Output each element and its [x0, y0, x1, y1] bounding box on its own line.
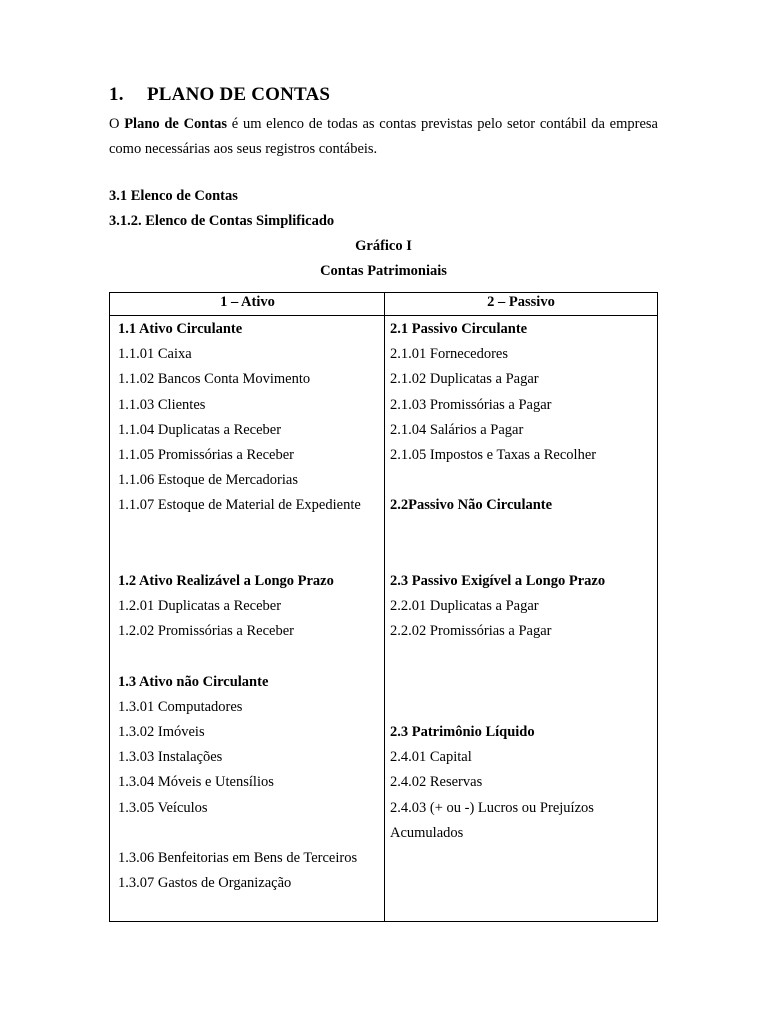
passivo-account: 2.2.02 Promissórias a Pagar: [390, 623, 552, 640]
caption-contas-patrimoniais: Contas Patrimoniais: [320, 263, 447, 279]
passivo-spacer: [390, 644, 652, 669]
passivo-account: 2.4.01 Capital: [390, 749, 472, 766]
subheading-elenco-simplificado: 3.1.2. Elenco de Contas Simplificado: [109, 213, 335, 229]
passivo-account: 2.1.01 Fornecedores: [390, 346, 508, 363]
ativo-group-heading: 1.2 Ativo Realizável a Longo Prazo: [118, 572, 334, 589]
passivo-group-heading: 2.3 Patrimônio Líquido: [390, 724, 535, 740]
passivo-spacer: [390, 695, 652, 720]
ativo-group-heading: 1.3 Ativo não Circulante: [118, 673, 269, 690]
passivo-account: 2.1.03 Promissórias a Pagar: [390, 396, 552, 413]
ativo-account: 1.3.01 Computadores: [118, 698, 243, 715]
passivo-account: 2.4.03 (+ ou -) Lucros ou Prejuízos: [390, 799, 594, 816]
passivo-spacer: [390, 670, 652, 695]
passivo-account: Acumulados: [390, 824, 464, 841]
ativo-account: 1.3.02 Imóveis: [118, 724, 205, 740]
passivo-column: [390, 317, 652, 846]
ativo-account: 1.2.01 Duplicatas a Receber: [118, 598, 282, 615]
passivo-account: 2.2.01 Duplicatas a Pagar: [390, 598, 539, 615]
column-divider: [384, 293, 385, 921]
column-header-ativo: 1 – Ativo: [110, 293, 385, 316]
ativo-account: 1.3.04 Móveis e Utensílios: [118, 774, 274, 791]
intro-paragraph: [109, 112, 658, 162]
intro-strong-term: Plano de Contas: [124, 116, 228, 132]
passivo-account: 2.1.02 Duplicatas a Pagar: [390, 371, 539, 388]
passivo-group-heading: 2.3 Passivo Exigível a Longo Prazo: [390, 572, 606, 589]
passivo-spacer: [390, 519, 652, 544]
column-header-passivo: 2 – Passivo: [385, 293, 657, 316]
section-heading: [109, 84, 330, 106]
ativo-spacer: [118, 644, 380, 669]
ativo-account: 1.1.07 Estoque de Material de Expediente: [118, 497, 361, 514]
ativo-spacer: [118, 821, 380, 846]
ativo-account: 1.3.06 Benfeitorias em Bens de Terceiros: [118, 849, 358, 866]
ativo-account: 1.1.03 Clientes: [118, 396, 206, 413]
heading-title: PLANO DE CONTAS: [147, 84, 331, 105]
passivo-spacer: [390, 468, 652, 493]
ativo-account: 1.1.04 Duplicatas a Receber: [118, 421, 282, 438]
ativo-account: 1.1.06 Estoque de Mercadorias: [118, 472, 298, 489]
passivo-account: 2.4.02 Reservas: [390, 774, 483, 791]
ativo-spacer: [118, 519, 380, 544]
subheading-elenco: 3.1 Elenco de Contas: [109, 188, 238, 204]
ativo-account: 1.1.02 Bancos Conta Movimento: [118, 371, 311, 388]
ativo-spacer: [118, 544, 380, 569]
accounts-table: [109, 292, 658, 922]
passivo-account: 2.1.04 Salários a Pagar: [390, 421, 524, 438]
ativo-account: 1.3.05 Veículos: [118, 799, 208, 816]
ativo-account: 1.1.05 Promissórias a Receber: [118, 446, 294, 463]
ativo-group-heading: 1.1 Ativo Circulante: [118, 321, 243, 337]
caption-grafico: Gráfico I: [355, 238, 412, 254]
heading-number: 1.: [109, 84, 124, 105]
passivo-group-heading: 2.1 Passivo Circulante: [390, 321, 528, 337]
ativo-account: 1.1.01 Caixa: [118, 346, 192, 363]
ativo-column: [118, 317, 380, 896]
passivo-group-heading: 2.2Passivo Não Circulante: [390, 497, 553, 514]
intro-text: é um elenco de todas as contas previstas pelo setor contábil da empresa como necessárias aos seus registros contábeis.: [109, 116, 658, 157]
intro-prefix: O: [109, 116, 125, 132]
passivo-spacer: [390, 544, 652, 569]
passivo-account: 2.1.05 Impostos e Taxas a Recolher: [390, 446, 597, 463]
ativo-account: 1.2.02 Promissórias a Receber: [118, 623, 294, 640]
ativo-account: 1.3.03 Instalações: [118, 749, 223, 766]
ativo-account: 1.3.07 Gastos de Organização: [118, 875, 292, 892]
